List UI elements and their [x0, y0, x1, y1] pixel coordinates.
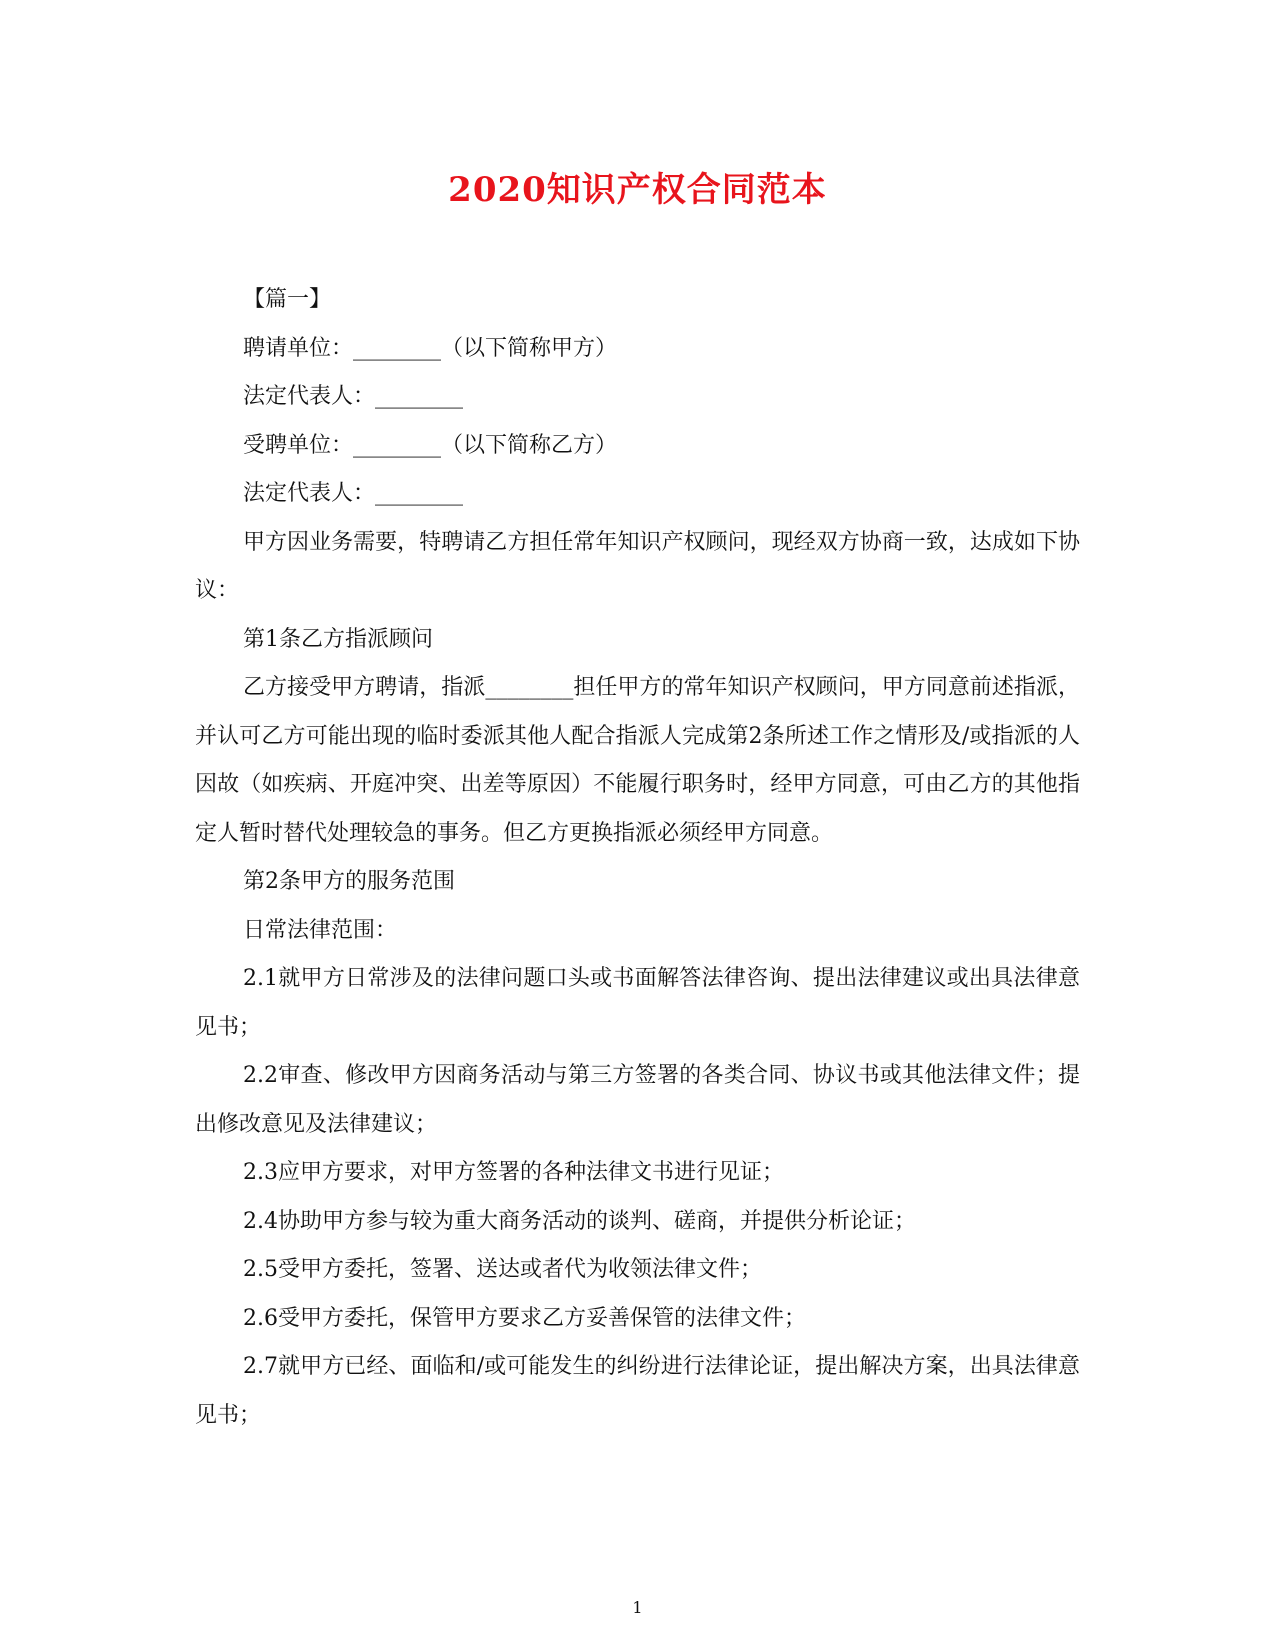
clause-2-4: 2.4协助甲方参与较为重大商务活动的谈判、磋商，并提供分析论证；: [243, 1208, 916, 1234]
clause-2-5: 2.5受甲方委托，签署、送达或者代为收领法律文件；: [243, 1257, 762, 1282]
section-heading: 【篇一】: [243, 287, 332, 312]
preamble-paragraph: 甲方因业务需要，特聘请乙方担任常年知识产权顾问，现经双方协商一致，达成如下协议：: [195, 529, 1080, 603]
clause-2-2: 2.2审查、修改甲方因商务活动与第三方签署的各类合同、协议书或其他法律文件；提出修改意见及法律建议；: [195, 1063, 1080, 1137]
document-title: 2020知识产权合同范本: [448, 170, 827, 210]
page-number: 1: [632, 1598, 643, 1617]
party-a-representative-line: 法定代表人：________: [243, 384, 464, 409]
clause-2-1: 2.1就甲方日常涉及的法律问题口头或书面解答法律咨询、提出法律建议或出具法律意见书；: [195, 966, 1080, 1040]
party-b-representative-line: 法定代表人：________: [243, 481, 464, 506]
article-2-heading: 第2条甲方的服务范围: [243, 869, 455, 894]
article-1-heading: 第1条乙方指派顾问: [243, 626, 433, 652]
article-1-paragraph: 乙方接受甲方聘请，指派________担任甲方的常年知识产权顾问，甲方同意前述指派，并认可乙方可能出现的临时委派其他人配合指派人完成第2条所述工作之情形及/或指派的人因故（如疾病、开庭冲突、出差等原因）不能履行职务时，经甲方同意，可由乙方的其他指定人暂时替代处理较急的事务。但乙方更换指派必须经甲方同意。: [195, 675, 1080, 846]
party-a-line: 聘请单位：________（以下简称甲方）: [243, 335, 618, 361]
document-body: [195, 276, 1080, 1440]
clause-2-3: 2.3应甲方要求，对甲方签署的各种法律文书进行见证；: [243, 1160, 784, 1185]
clause-2-6: 2.6受甲方委托，保管甲方要求乙方妥善保管的法律文件；: [243, 1305, 806, 1331]
clause-2-7: 2.7就甲方已经、面临和/或可能发生的纠纷进行法律论证，提出解决方案，出具法律意见书；: [195, 1354, 1080, 1428]
party-b-line: 受聘单位：________（以下简称乙方）: [243, 432, 618, 458]
daily-legal-scope-heading: 日常法律范围：: [243, 917, 398, 943]
